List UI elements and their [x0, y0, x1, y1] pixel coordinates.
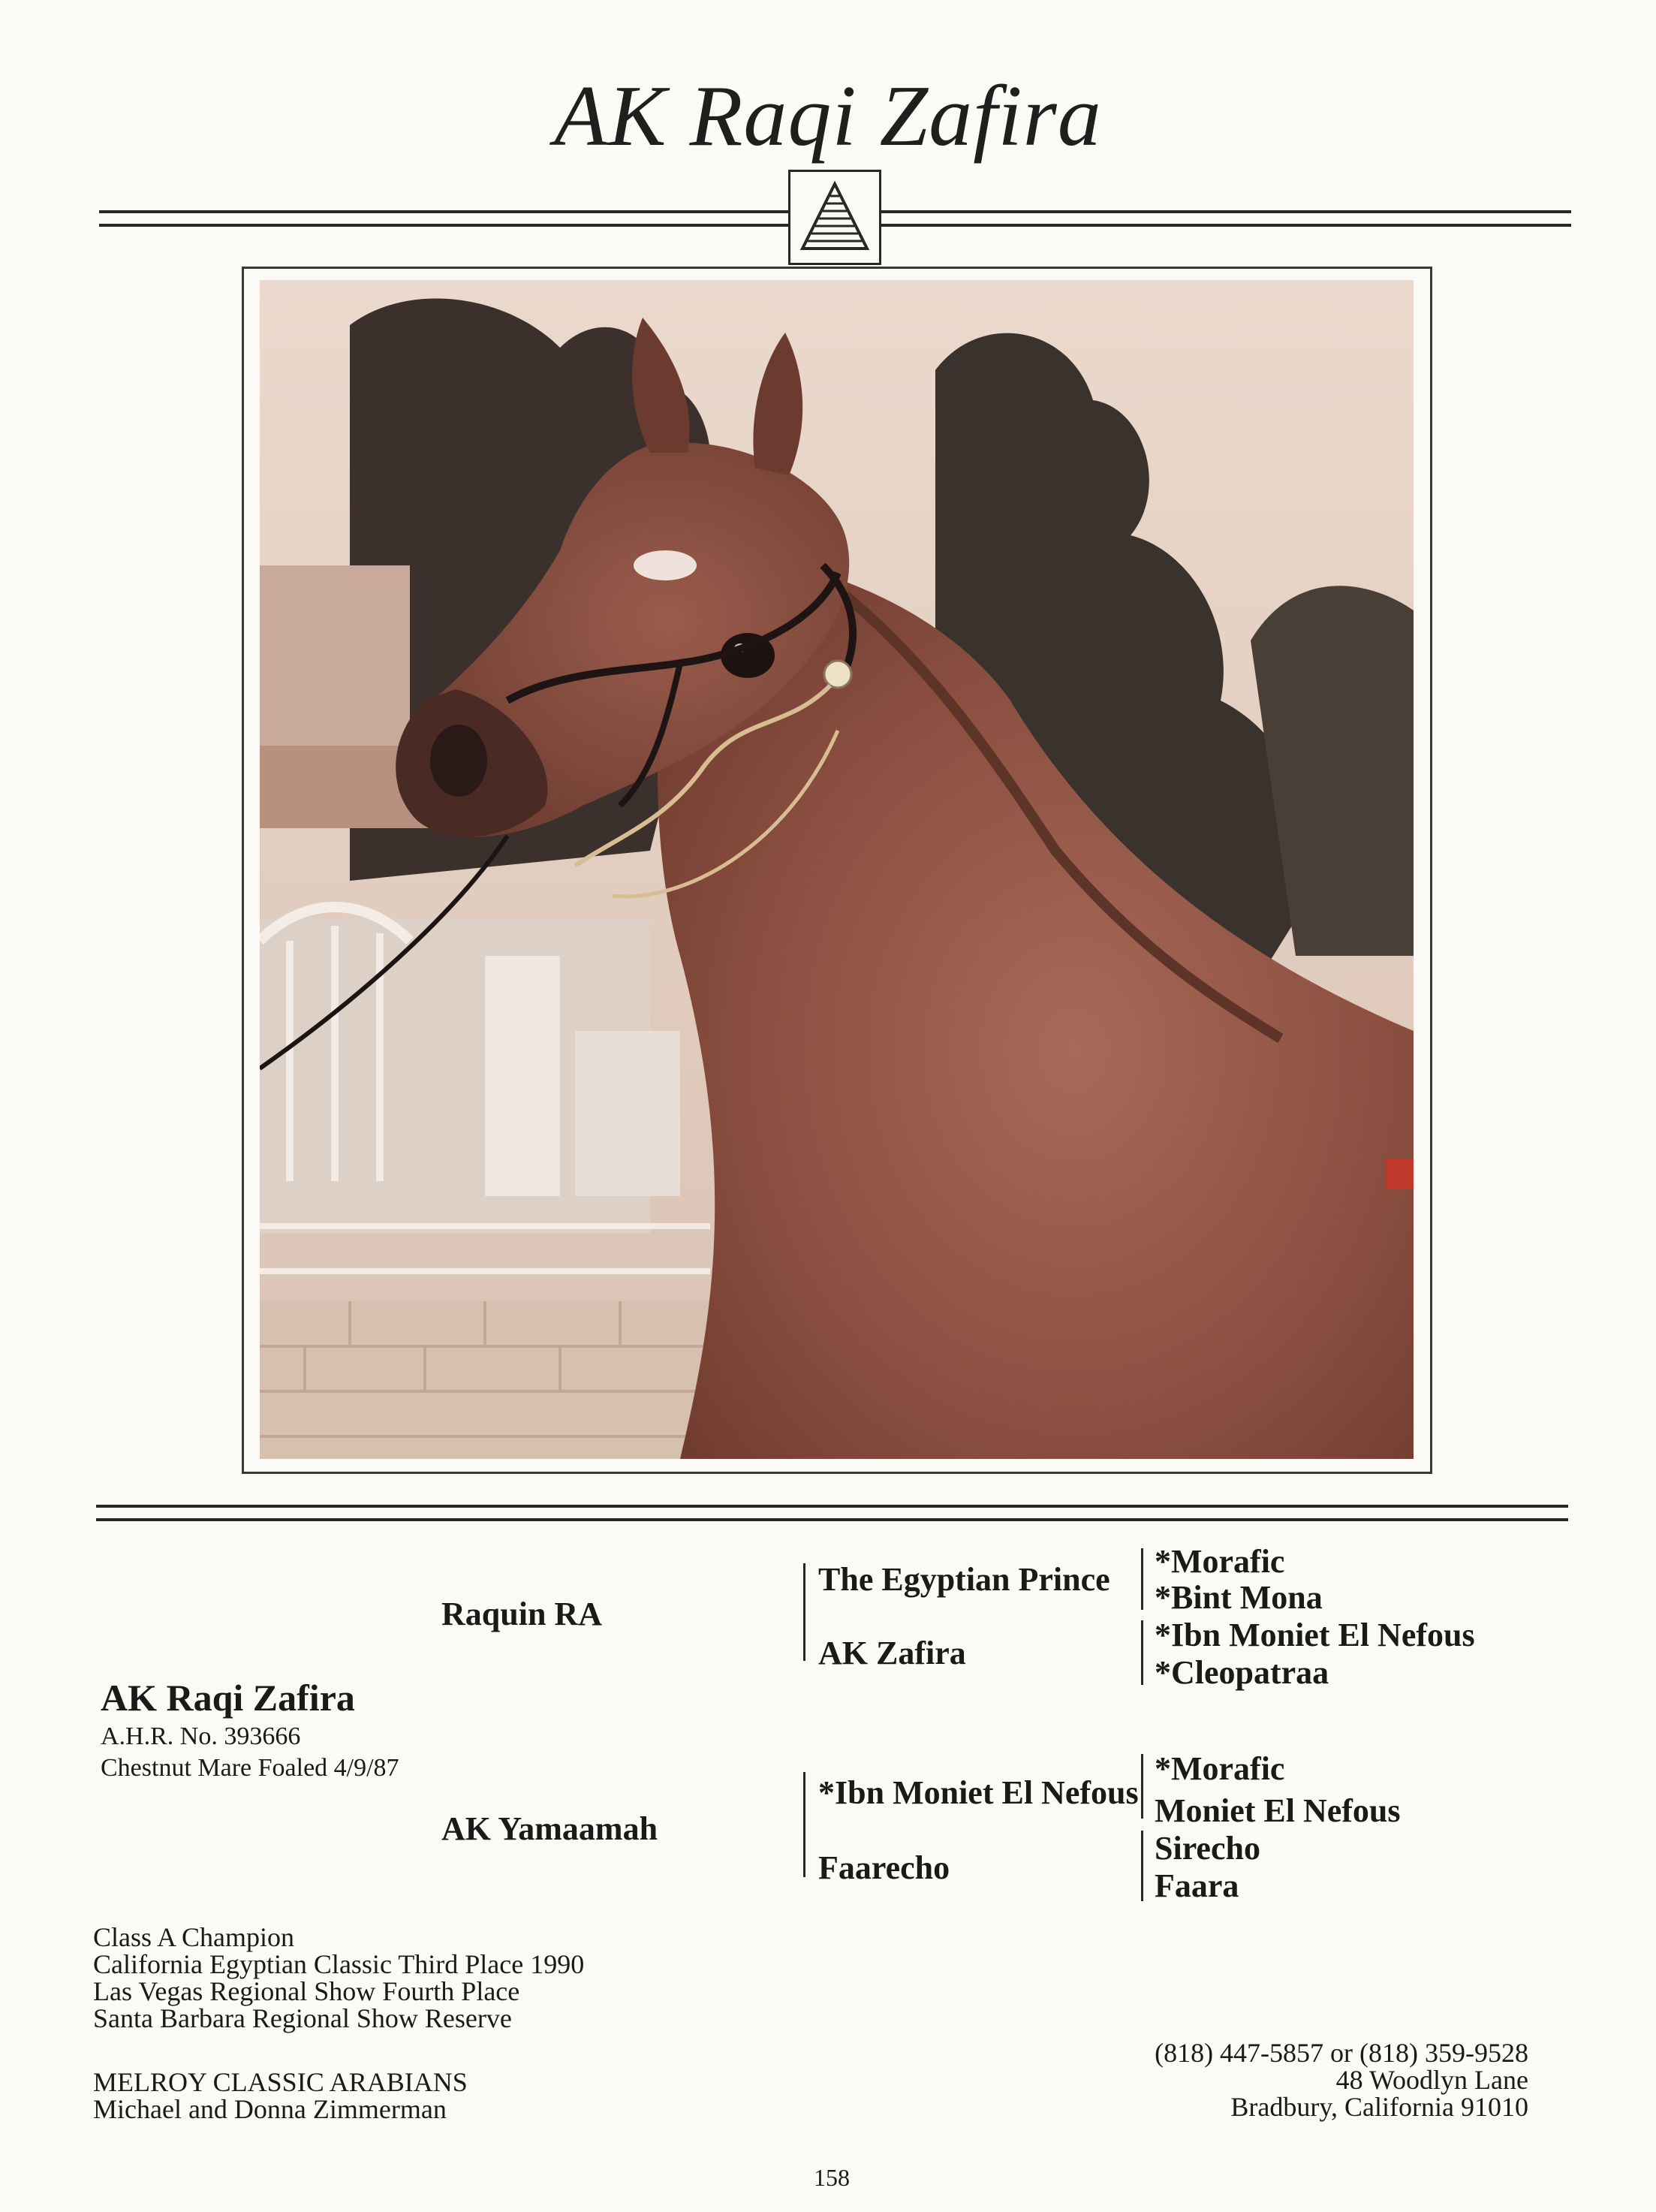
pedigree-bracket-ss [1141, 1548, 1143, 1610]
horse-photo [260, 280, 1414, 1459]
achievement-item: Class A Champion [93, 1922, 295, 1952]
pedigree-ds-dam: Moniet El Nefous [1155, 1792, 1401, 1829]
pedigree-dd-dam: Faara [1155, 1867, 1239, 1904]
pedigree-sire: Raquin RA [441, 1596, 602, 1632]
contact-city: Bradbury, California 91010 [1230, 2092, 1528, 2122]
contact-phone: (818) 447-5857 or (818) 359-9528 [1155, 2038, 1528, 2068]
achievement-item: California Egyptian Classic Third Place 1990 [93, 1949, 585, 1979]
top-rule-right [881, 210, 1571, 227]
contact-block [1051, 2039, 1528, 2120]
pedigree-sd-dam: *Cleopatraa [1155, 1654, 1329, 1691]
pedigree-sire-sire: The Egyptian Prince [818, 1561, 1110, 1598]
mid-rule [96, 1505, 1568, 1521]
horse-description: Chestnut Mare Foaled 4/9/87 [101, 1754, 399, 1782]
pedigree-ds-sire: *Morafic [1155, 1750, 1285, 1787]
page-title: AK Raqi Zafira [554, 68, 1102, 164]
owner-names: Michael and Donna Zimmerman [93, 2094, 447, 2124]
pedigree-bracket-sd [1141, 1620, 1143, 1685]
top-rule-left [99, 210, 788, 227]
pedigree-dam: AK Yamaamah [441, 1810, 658, 1847]
contact-street: 48 Woodlyn Lane [1335, 2065, 1528, 2095]
achievement-item: Las Vegas Regional Show Fourth Place [93, 1976, 520, 2006]
page-number: 158 [814, 2164, 850, 2191]
pedigree-ss-sire: *Morafic [1155, 1543, 1285, 1580]
pedigree-bracket-sire [803, 1563, 805, 1661]
owner-farm: MELROY CLASSIC ARABIANS [93, 2067, 468, 2097]
pedigree-bracket-dd [1141, 1831, 1143, 1901]
pedigree-ss-dam: *Bint Mona [1155, 1579, 1323, 1616]
pedigree-bracket-dam [803, 1772, 805, 1877]
pedigree-dd-sire: Sirecho [1155, 1830, 1260, 1867]
pedigree-sire-dam: AK Zafira [818, 1635, 966, 1671]
pedigree-dam-sire: *Ibn Moniet El Nefous [818, 1774, 1139, 1811]
owner-block [93, 2069, 468, 2123]
achievements-list [93, 1924, 584, 2032]
pedigree-bracket-ds [1141, 1754, 1143, 1819]
pedigree-sd-sire: *Ibn Moniet El Nefous [1155, 1617, 1475, 1653]
horse-name: AK Raqi Zafira [101, 1677, 355, 1719]
pedigree-dam-dam: Faarecho [818, 1849, 950, 1886]
achievement-item: Santa Barbara Regional Show Reserve [93, 2003, 512, 2033]
pyramid-logo-icon [788, 170, 881, 265]
registration-number: A.H.R. No. 393666 [101, 1722, 301, 1750]
